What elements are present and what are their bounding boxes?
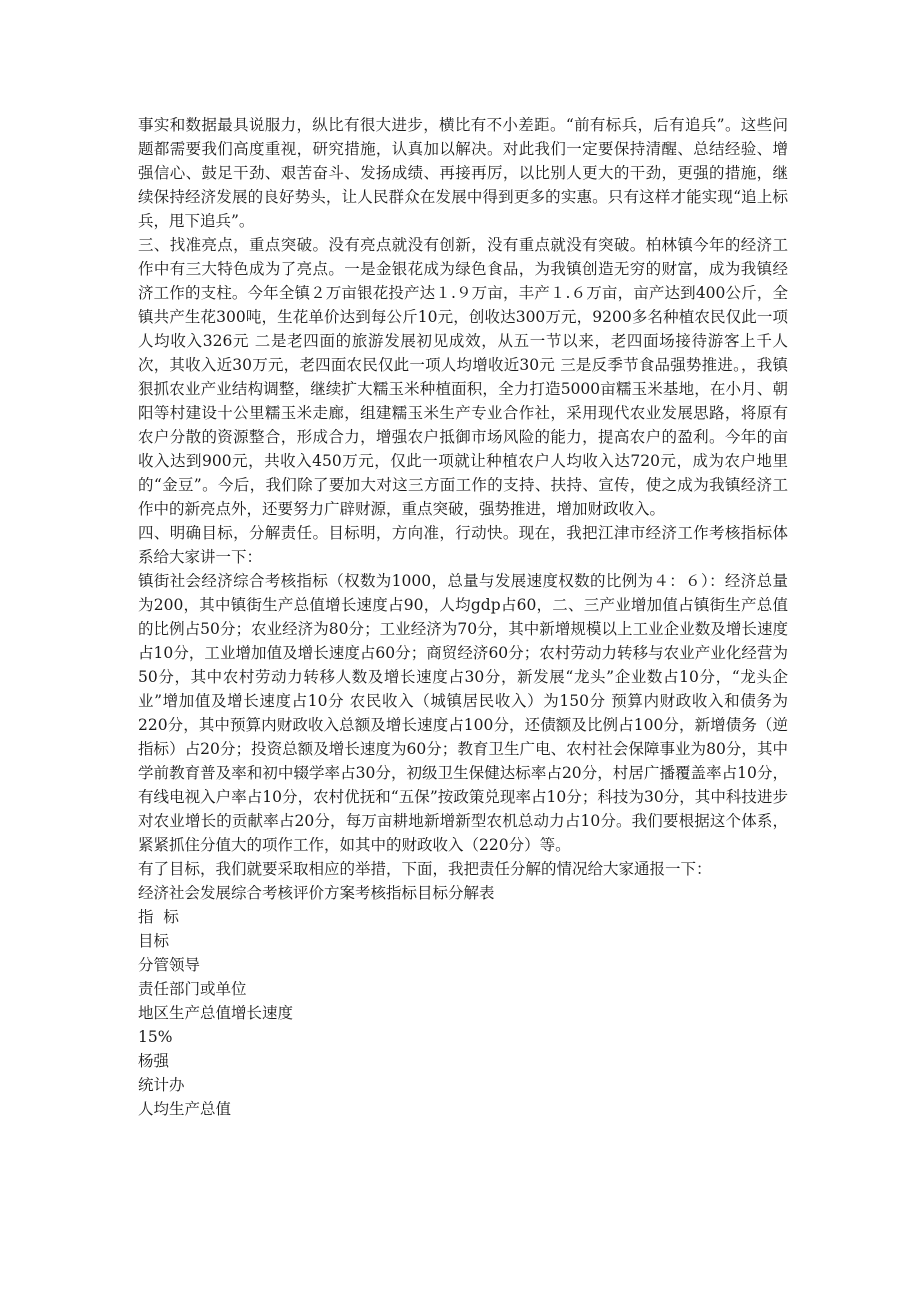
table-header-indicator: 指 标 [138,908,179,926]
table-cell-department: 统计办 [138,1076,185,1094]
paragraph-4: 镇街社会经济综合考核指标（权数为1000，总量与发展速度权数的比例为４：６）：经济总量为200，其中镇街生产总值增长速度占90，人均gdp占60，二、三产业增加值占镇街生产总值的比例占50分；农业经济为80分；工业经济为70分，其中新增规模以上工业企业数及增长速度占10分，工业增加值及增长速度占60分；商贸经济60分；农村劳动力转移与农业产业化经营为50分，其中农村劳动力转移人数及增长速度占30分，新发展“龙头”企业数占10分，“龙头企业”增加值及增长速度占10分 农民收入（城镇居民收入）为150分 预算内财政收入和债务为220分，其中预算内财政收入总额及增长速度占100分，还债额及比例占100分，新增债务（逆指标）占20分；投资总额及增长速度为60分；教育卫生广电、农村社会保障事业为80分，其中学前教育普及率和初中辍学率占30分，初级卫生保健达标率占20分，村居广播覆盖率占10分，有线电视入户率占10分，农村优抚和“五保”按政策兑现率占10分；科技为30分，其中科技进步对农业增长的贡献率占20分，每万亩耕地新增新型农机总动力占10分。我们要根据这个体系，紧紧抓住分值大的项作工作，如其中的财政收入（220分）等。 [138,572,788,854]
paragraph-2: 三、找准亮点，重点突破。没有亮点就没有创新，没有重点就没有突破。柏林镇今年的经济工作中有三大特色成为了亮点。一是金银花成为绿色食品，为我镇创造无穷的财富，成为我镇经济工作的支柱。今年全镇２万亩银花投产达１.９万亩，丰产１.６万亩，亩产达到400公斤，全镇共产生花300吨，生花单价达到每公斤10元，创收达300万元，9200多名种植农民仅此一项人均收入326元 二是老四面的旅游发展初见成效，从五一节以来，老四面场接待游客上千人次，其收入近30万元，老四面农民仅此一项人均增收近30元 三是反季节食品强势推进。，我镇狠抓农业产业结构调整，继续扩大糯玉米种植面积，全力打造5000亩糯玉米基地，在小月、朝阳等村建设十公里糯玉米走廊，组建糯玉米生产专业合作社，采用现代农业发展思路，将原有农户分散的资源整合，形成合力，增强农户抵御市场风险的能力，提高农户的盈利。今年的亩收入达到900元，共收入450万元，仅此一项就让种植农户人均收入达720元，成为农户地里的“金豆”。今后，我们除了要加大对这三方面工作的支持、扶持、宣传，使之成为我镇经济工作中的新亮点外，还要努力广辟财源，重点突破，强势推进，增加财政收入。 [138,236,788,518]
table-cell-indicator: 地区生产总值增长速度 [138,1004,294,1022]
document-page [138,113,788,1121]
table-title: 经济社会发展综合考核评价方案考核指标目标分解表 [138,884,495,902]
paragraph-5: 有了目标，我们就要采取相应的举措，下面，我把责任分解的情况给大家通报一下： [138,860,712,878]
table-cell-leader: 杨强 [138,1052,170,1070]
paragraph-1: 事实和数据最具说服力，纵比有很大进步，横比有不小差距。“前有标兵，后有追兵”。这些问题都需要我们高度重视，研究措施，认真加以解决。对此我们一定要保持清醒、总结经验、增强信心、鼓足干劲、艰苦奋斗、发扬成绩、再接再厉，以比别人更大的干劲，更强的措施，继续保持经济发展的良好势头，让人民群众在发展中得到更多的实惠。只有这样才能实现“追上标兵，甩下追兵”。 [138,116,788,230]
table-cell-target: 15% [138,1028,173,1046]
table-cell-indicator: 人均生产总值 [138,1100,232,1118]
paragraph-3: 四、明确目标，分解责任。目标明，方向准，行动快。现在，我把江津市经济工作考核指标体系给大家讲一下： [138,524,788,566]
target-table [138,881,788,1121]
table-header-leader: 分管领导 [138,956,201,974]
table-header-department: 责任部门或单位 [138,980,247,998]
table-header-target: 目标 [138,932,170,950]
